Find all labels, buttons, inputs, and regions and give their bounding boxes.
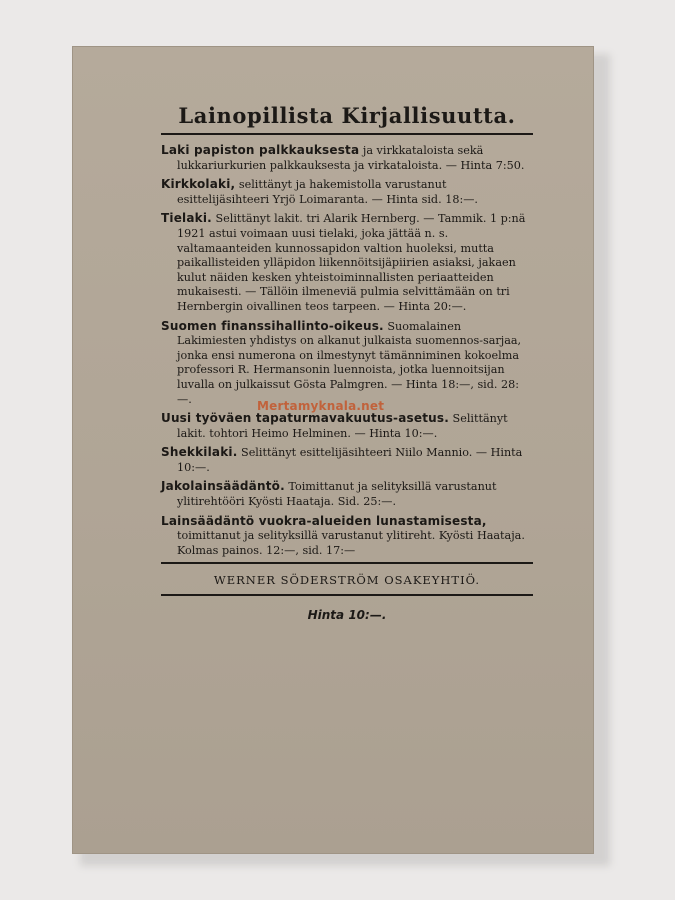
book-list: [161, 143, 533, 558]
title-rule: [161, 133, 533, 135]
cover-content: [161, 103, 533, 622]
book-entry: [161, 319, 533, 408]
book-title: Kirkkolaki,: [161, 177, 236, 192]
book-description: Suomalainen Lakimiesten yhdistys on alkanut julkaista suomennos-sarjaa, jonka ensi numerona on ilmestynyt tämänniminen kokoelma professori R. Hermansonin luennoista, jotka luennoitsijan luvalla on julkaissut Gösta Palmgren. — Hinta 18:—, sid. 28:—.: [177, 319, 522, 406]
book-description: Selittänyt esittelijäsihteeri Niilo Mannio. — Hinta 10:—.: [177, 446, 523, 474]
watermark-text: Mertamyknala.net: [257, 399, 385, 413]
booklet-back-cover: [72, 46, 594, 854]
book-title: Shekkilaki.: [161, 445, 238, 460]
publisher-name: WERNER SÖDERSTRÖM OSAKEYHTIÖ.: [213, 573, 481, 588]
publisher-bottom-rule: [161, 594, 533, 596]
publisher-top-rule: [161, 562, 533, 564]
book-entry: [161, 479, 533, 509]
book-entry: [161, 211, 533, 314]
book-title: Laki papiston palkkauksesta: [161, 143, 360, 157]
book-entry: [161, 143, 533, 173]
book-title: Tielaki.: [161, 211, 212, 226]
book-description: toimittanut ja selityksillä varustanut ylitireht. Kyösti Haataja. Kolmas painos. 12:—, sid. 17:—: [177, 529, 525, 557]
book-entry: [161, 514, 533, 559]
book-description: ja virkkataloista sekä lukkariurkurien palkkauksesta ja virkataloista. — Hinta 7:50.: [177, 144, 525, 172]
book-description: Toimittanut ja selityksillä varustanut ylitirehtööri Kyösti Haataja. Sid. 25:—.: [177, 480, 497, 509]
page-title: Lainopillista Kirjallisuutta.: [178, 103, 516, 128]
book-title: Suomen finanssihallinto-oikeus.: [161, 318, 384, 333]
book-description: Selittänyt lakit. tri Alarik Hernberg. — Tammik. 1 p:nä 1921 astui voimaan uusi tielaki, joka jättää n. s. valtamaanteiden kunnossapidon valtion huoleksi, mutta paikallisteiden ylläpidon liikennöitsijäpiirien asiaksi, jakaen kulut näiden kesken yhteistoiminnallisten periaatteiden mukaisesti. — Tällöin ilmeneviä pulmia selvittämään on tri Hernbergin oivallinen teos tarpeen. — Hinta 20:—.: [177, 212, 526, 313]
book-title: Lainsäädäntö vuokra-alueiden lunastamisesta,: [161, 513, 487, 528]
book-entry: [161, 411, 533, 441]
book-entry: [161, 445, 533, 475]
book-title: Jakolainsäädäntö.: [161, 479, 285, 494]
cover-price: Hinta 10:—.: [307, 608, 387, 623]
book-description: selittänyt ja hakemistolla varustanut esittelijäsihteeri Yrjö Loimaranta. — Hinta sid. 18:—.: [177, 178, 478, 206]
book-title: Uusi työväen tapaturmavakuutus-asetus.: [161, 411, 449, 426]
book-entry: [161, 177, 533, 207]
book-description: Selittänyt lakit. tohtori Heimo Helminen. — Hinta 10:—.: [177, 412, 508, 440]
